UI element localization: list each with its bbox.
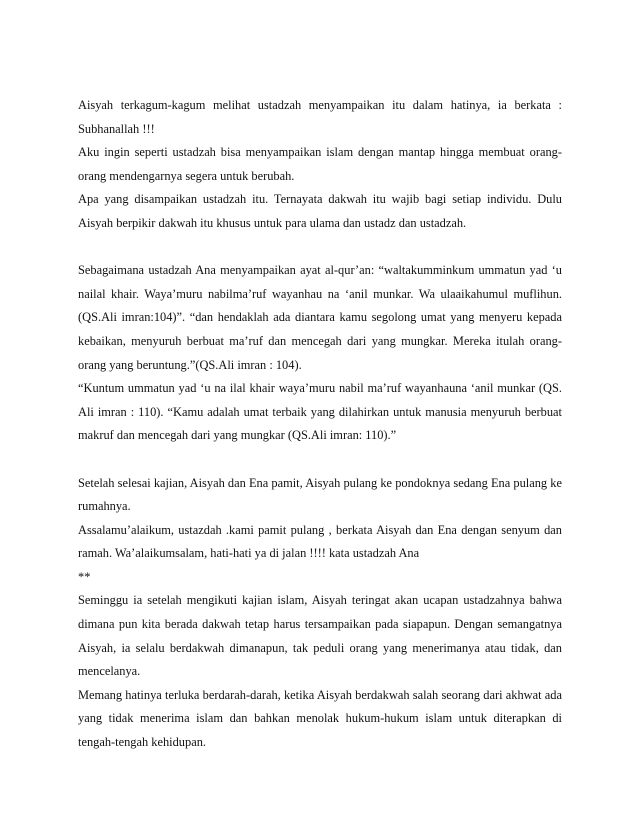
paragraph-seminggu: Seminggu ia setelah mengikuti kajian islam, Aisyah teringat akan ucapan ustadzahnya bahwa dimana pun kita berada dakwah tetap harus tersampaikan pada siapapun. Dengan semangatnya Aisyah, ia selalu berdakwah dimanapun, tak peduli orang yang menerimanya atau tidak, dan mencelanya. xyxy=(78,593,562,679)
document-body xyxy=(78,94,562,755)
paragraph-salam: Assalamu’alaikum, ustazdah .kami pamit pulang , berkata Aisyah dan Ena dengan senyum dan ramah. Wa’alaikumsalam, hati-hati ya di jalan !!!! kata ustadzah Ana xyxy=(78,522,562,561)
paragraph-ayat-110: “Kuntum ummatun yad ‘u na ilal khair waya’muru nabil ma’ruf wayanhauna ‘anil munkar (QS. Ali imran : 110). “Kamu adalah umat terbaik yang dilahirkan untuk manusia menyuruh berbuat makruf dan mencegah dari yang mungkar (QS.Ali imran: 110).” xyxy=(78,381,562,443)
paragraph-pamit: Setelah selesai kajian, Aisyah dan Ena pamit, Aisyah pulang ke pondoknya sedang Ena pulang ke rumahnya. xyxy=(78,475,562,514)
paragraph-dakwah-wajib: Apa yang disampaikan ustadzah itu. Ternayata dakwah itu wajib bagi setiap individu. Dulu Aisyah berpikir dakwah itu khusus untuk para ulama dan ustadz dan ustadzah. xyxy=(78,192,562,230)
paragraph-gap xyxy=(78,448,562,472)
paragraph-memang-hatinya: Memang hatinya terluka berdarah-darah, ketika Aisyah berdakwah salah seorang dari akhwat ada yang tidak menerima islam dan bahkan menolak hukum-hukum islam untuk diterapkan di tengah-tengah kehidupan. xyxy=(78,687,562,750)
paragraph-aisyah-amazed: Aisyah terkagum-kagum melihat ustadzah menyampaikan itu dalam hatinya, ia berkata : Subhanallah !!! xyxy=(78,98,562,136)
paragraph-aku-ingin: Aku ingin seperti ustadzah bisa menyampaikan islam dengan mantap hingga membuat orang-orang mendengarnya segera untuk berubah. xyxy=(78,145,562,183)
paragraph-gap xyxy=(78,236,562,260)
paragraph-ayat-104: Sebagaimana ustadzah Ana menyampaikan ayat al-qur’an: “waltakumminkum ummatun yad ‘u nailal khair. Waya’muru nabilma’ruf wayanhau na ‘anil munkar. Wa ulaaikahumul muflihun. (QS.Ali imran:104)”. “dan hendaklah ada diantara kamu segolong umat yang menyeru kepada kebaikan, menyuruh berbuat ma’ruf dan mencegah dari yang mungkar. Mereka itulah orang-orang yang beruntung.”(QS.Ali imran : 104). xyxy=(78,263,562,372)
section-separator: ** xyxy=(78,569,91,584)
